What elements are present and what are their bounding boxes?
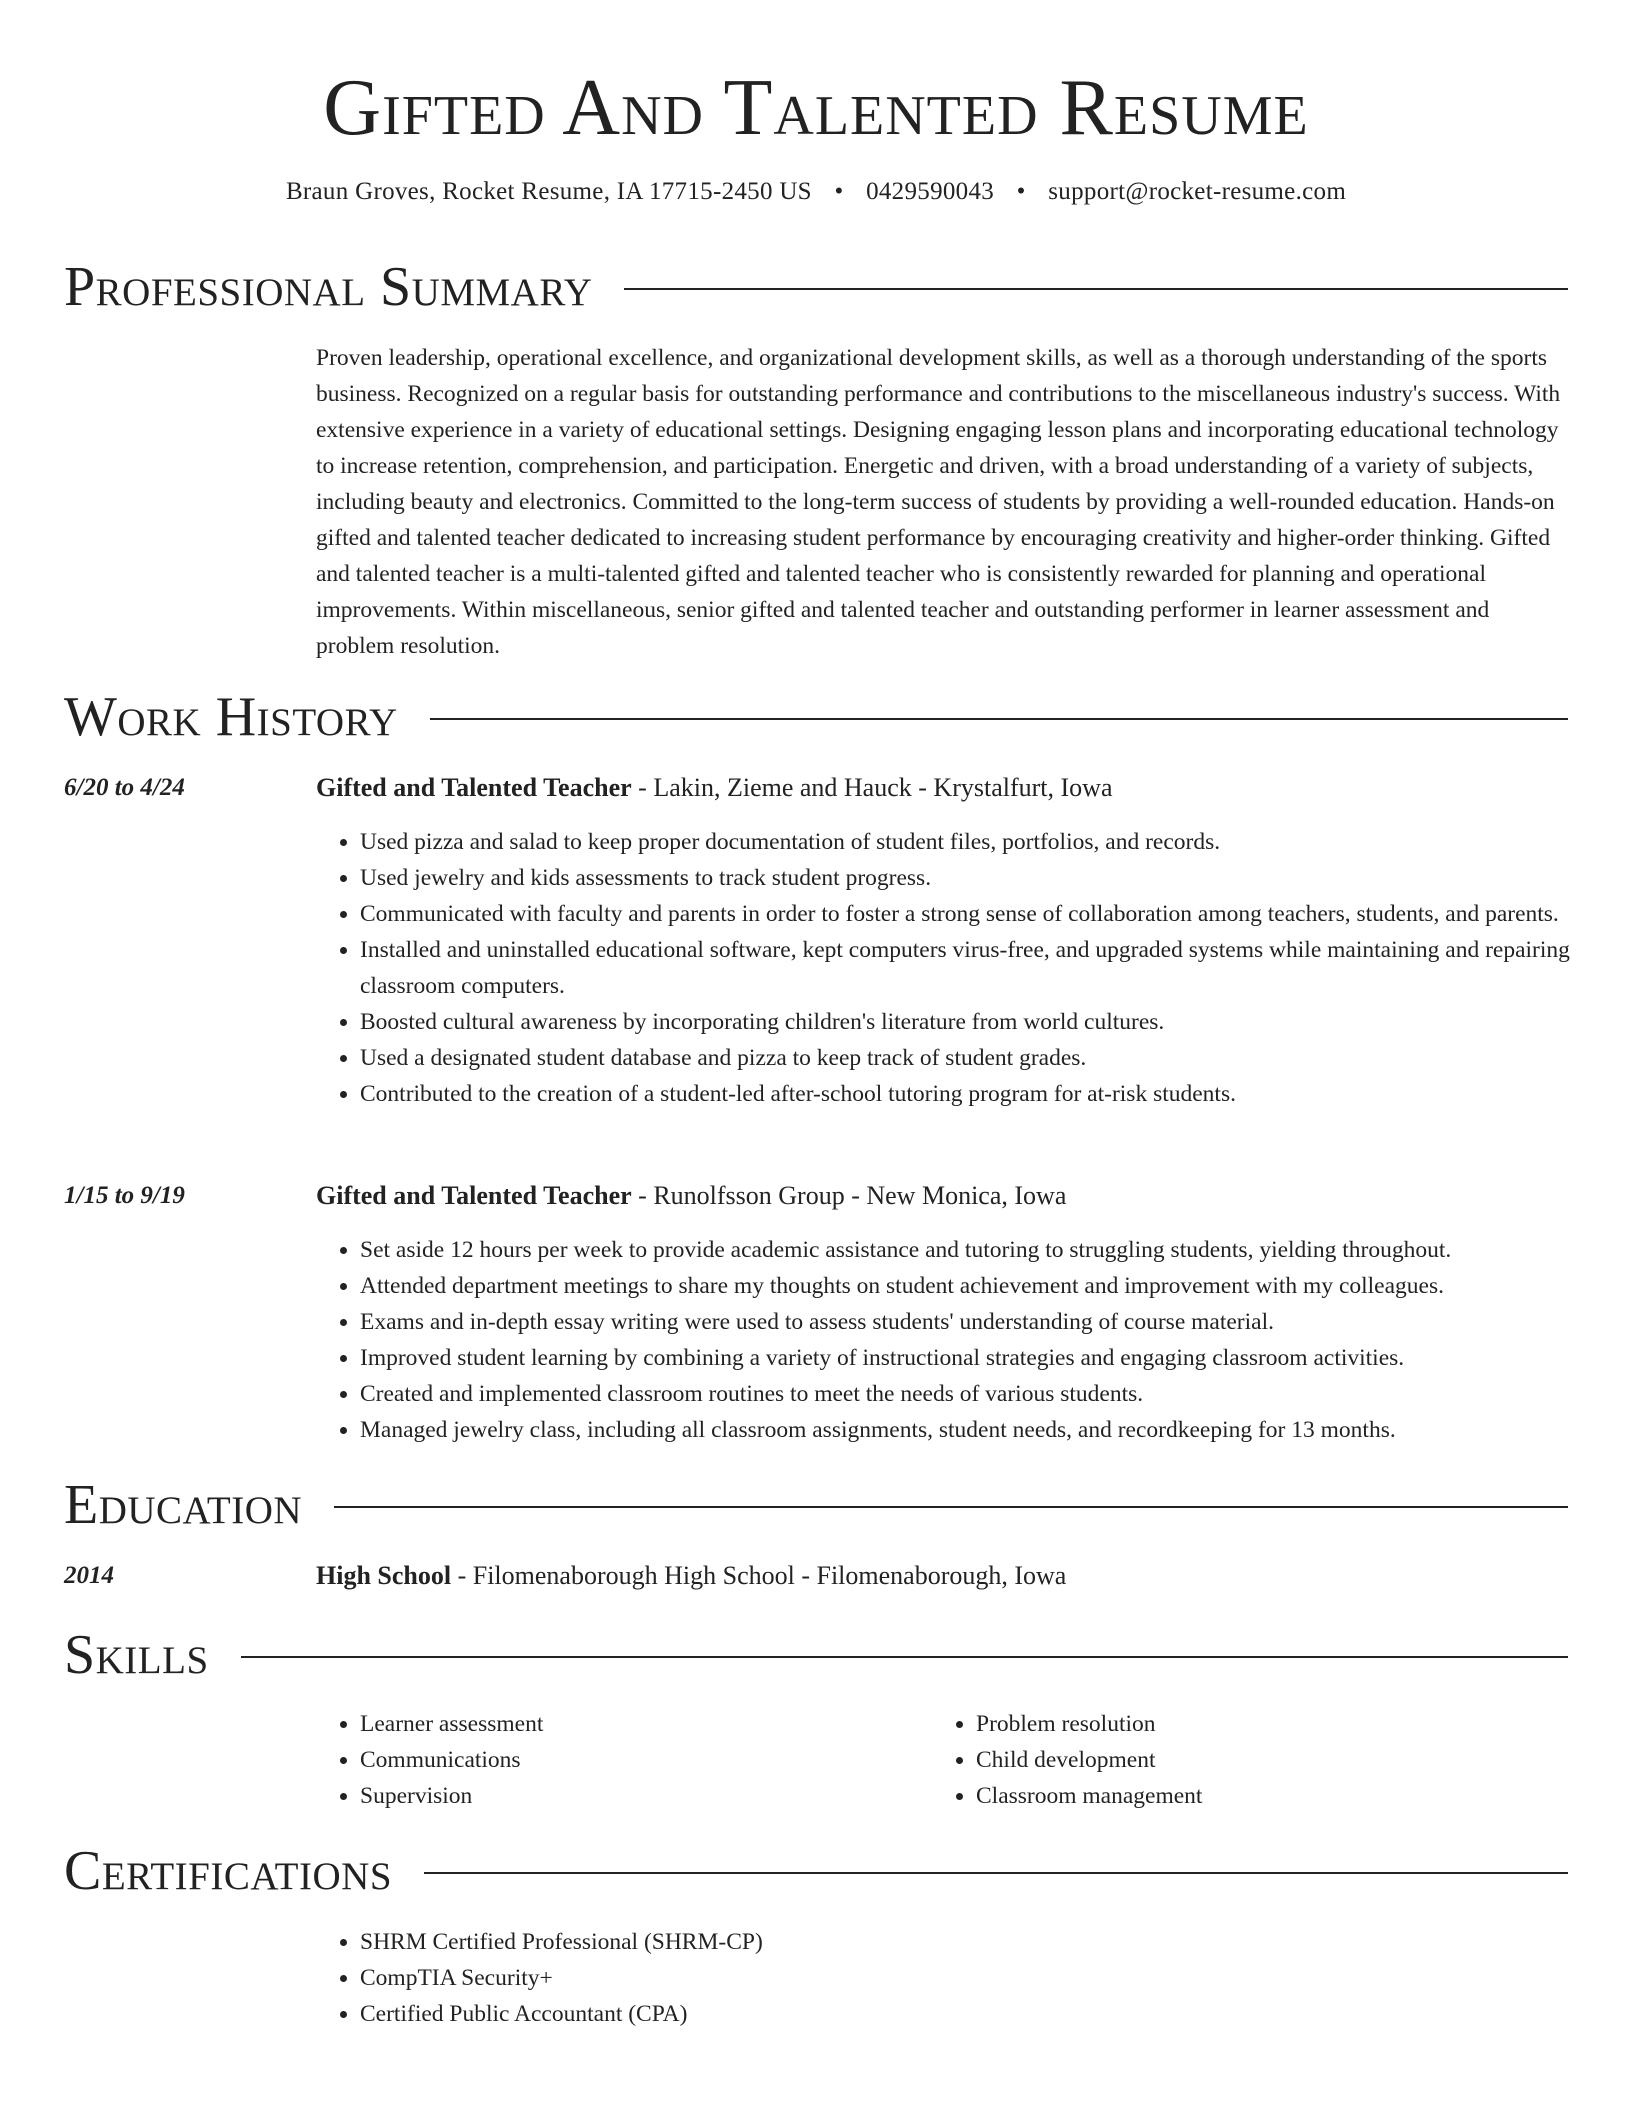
certifications-heading: Certifications (64, 1840, 393, 1902)
skill-item: • Problem resolution (976, 1706, 1576, 1742)
job-bullet: • Set aside 12 hours per week to provide academic assistance and tutoring to struggling students, yielding throughout. (360, 1232, 1612, 1268)
education-heading: Education (64, 1474, 303, 1536)
section-divider (334, 1506, 1568, 1508)
job-bullet: • Used jewelry and kids assessments to track student progress. (360, 860, 1612, 896)
contact-separator: • (1016, 178, 1026, 205)
job-bullet: • Communicated with faculty and parents in order to foster a strong sense of collaboration among teachers, students, and parents. (360, 896, 1612, 932)
skill-item: • Communications (360, 1742, 960, 1778)
contact-address: Braun Groves, Rocket Resume, IA 17715-2450 US (285, 178, 812, 205)
skill-item: • Learner assessment (360, 1706, 960, 1742)
job-dates: 6/20 to 4/24 (64, 774, 185, 801)
contact-line (0, 174, 1632, 210)
job-title: Gifted and Talented Teacher (316, 773, 632, 802)
certification-item: • SHRM Certified Professional (SHRM-CP) (360, 1924, 1612, 1960)
skill-item: • Classroom management (976, 1778, 1576, 1814)
job-bullet: • Used pizza and salad to keep proper documentation of student files, portfolios, and records. (360, 824, 1612, 860)
contact-phone: 0429590043 (866, 178, 995, 205)
section-divider (241, 1656, 1568, 1658)
section-divider (424, 1872, 1568, 1874)
job-bullet: • Contributed to the creation of a student-led after-school tutoring program for at-risk students. (360, 1076, 1612, 1112)
certifications-list (316, 1924, 1612, 2032)
skill-item: • Supervision (360, 1778, 960, 1814)
skill-item: • Child development (976, 1742, 1576, 1778)
summary-text: Proven leadership, operational excellence, and organizational development skills, as well as a thorough understanding of the sports business. Recognized on a regular basis for outstanding performance and contributions to the miscellaneous industry's success. With extensive experience in a variety of educational settings. Designing engaging lesson plans and incorporating educational technology to increase retention, comprehension, and participation. Energetic and driven, with a broad understanding of a variety of subjects, including beauty and electronics. Committed to the long-term success of students by providing a well-rounded education. Hands-on gifted and talented teacher dedicated to increasing student performance by encouraging creativity and higher-order thinking. Gifted and talented teacher is a multi-talented gifted and talented teacher who is consistently rewarded for planning and operational improvements. Within miscellaneous, senior gifted and talented teacher and outstanding performer in learner assessment and problem resolution. (316, 345, 1561, 659)
contact-email: support@rocket-resume.com (1048, 178, 1347, 205)
job-details: - Lakin, Zieme and Hauck - Krystalfurt, Iowa (631, 773, 1113, 802)
summary-heading: Professional Summary (64, 256, 593, 318)
job-bullet: • Created and implemented classroom routines to meet the needs of various students. (360, 1376, 1612, 1412)
job-bullet: • Used a designated student database and pizza to keep track of student grades. (360, 1040, 1612, 1076)
summary-section-header (64, 252, 1568, 322)
section-divider (430, 718, 1568, 720)
work-heading: Work History (64, 686, 398, 748)
education-section-header (64, 1470, 1568, 1540)
job-dates: 1/15 to 9/19 (64, 1182, 185, 1209)
education-year: 2014 (64, 1562, 114, 1589)
job-details: - Runolfsson Group - New Monica, Iowa (631, 1181, 1067, 1210)
job-bullet: • Improved student learning by combining a variety of instructional strategies and engaging classroom activities. (360, 1340, 1612, 1376)
job-heading (316, 770, 1568, 806)
job-title: Gifted and Talented Teacher (316, 1181, 632, 1210)
job-heading (316, 1178, 1568, 1214)
work-section-header (64, 682, 1568, 752)
education-details: - Filomenaborough High School - Filomenaborough, Iowa (451, 1561, 1067, 1590)
job-bullet: • Managed jewelry class, including all classroom assignments, student needs, and recordkeeping for 13 months. (360, 1412, 1612, 1448)
section-divider (624, 288, 1568, 290)
education-entry (316, 1558, 1568, 1594)
certification-item: • CompTIA Security+ (360, 1960, 1612, 1996)
certification-item: • Certified Public Accountant (CPA) (360, 1996, 1612, 2032)
skills-list-left (316, 1706, 960, 1814)
certifications-section-header (64, 1836, 1568, 1906)
skills-section-header (64, 1620, 1568, 1690)
skills-heading: Skills (64, 1624, 209, 1686)
contact-separator: • (834, 178, 844, 205)
resume-title: Gifted And Talented Resume (323, 64, 1309, 152)
job-bullet: • Attended department meetings to share my thoughts on student achievement and improvement with my colleagues. (360, 1268, 1612, 1304)
job-bullet: • Boosted cultural awareness by incorporating children's literature from world cultures. (360, 1004, 1612, 1040)
education-degree: High School (316, 1561, 452, 1590)
job-bullets (316, 824, 1612, 1112)
job-bullet: • Exams and in-depth essay writing were used to assess students' understanding of course material. (360, 1304, 1612, 1340)
skills-list-right (932, 1706, 1576, 1814)
job-bullet: • Installed and uninstalled educational software, kept computers virus-free, and upgraded systems while maintaining and repairing classroom computers. (360, 932, 1612, 1004)
job-bullets (316, 1232, 1612, 1448)
